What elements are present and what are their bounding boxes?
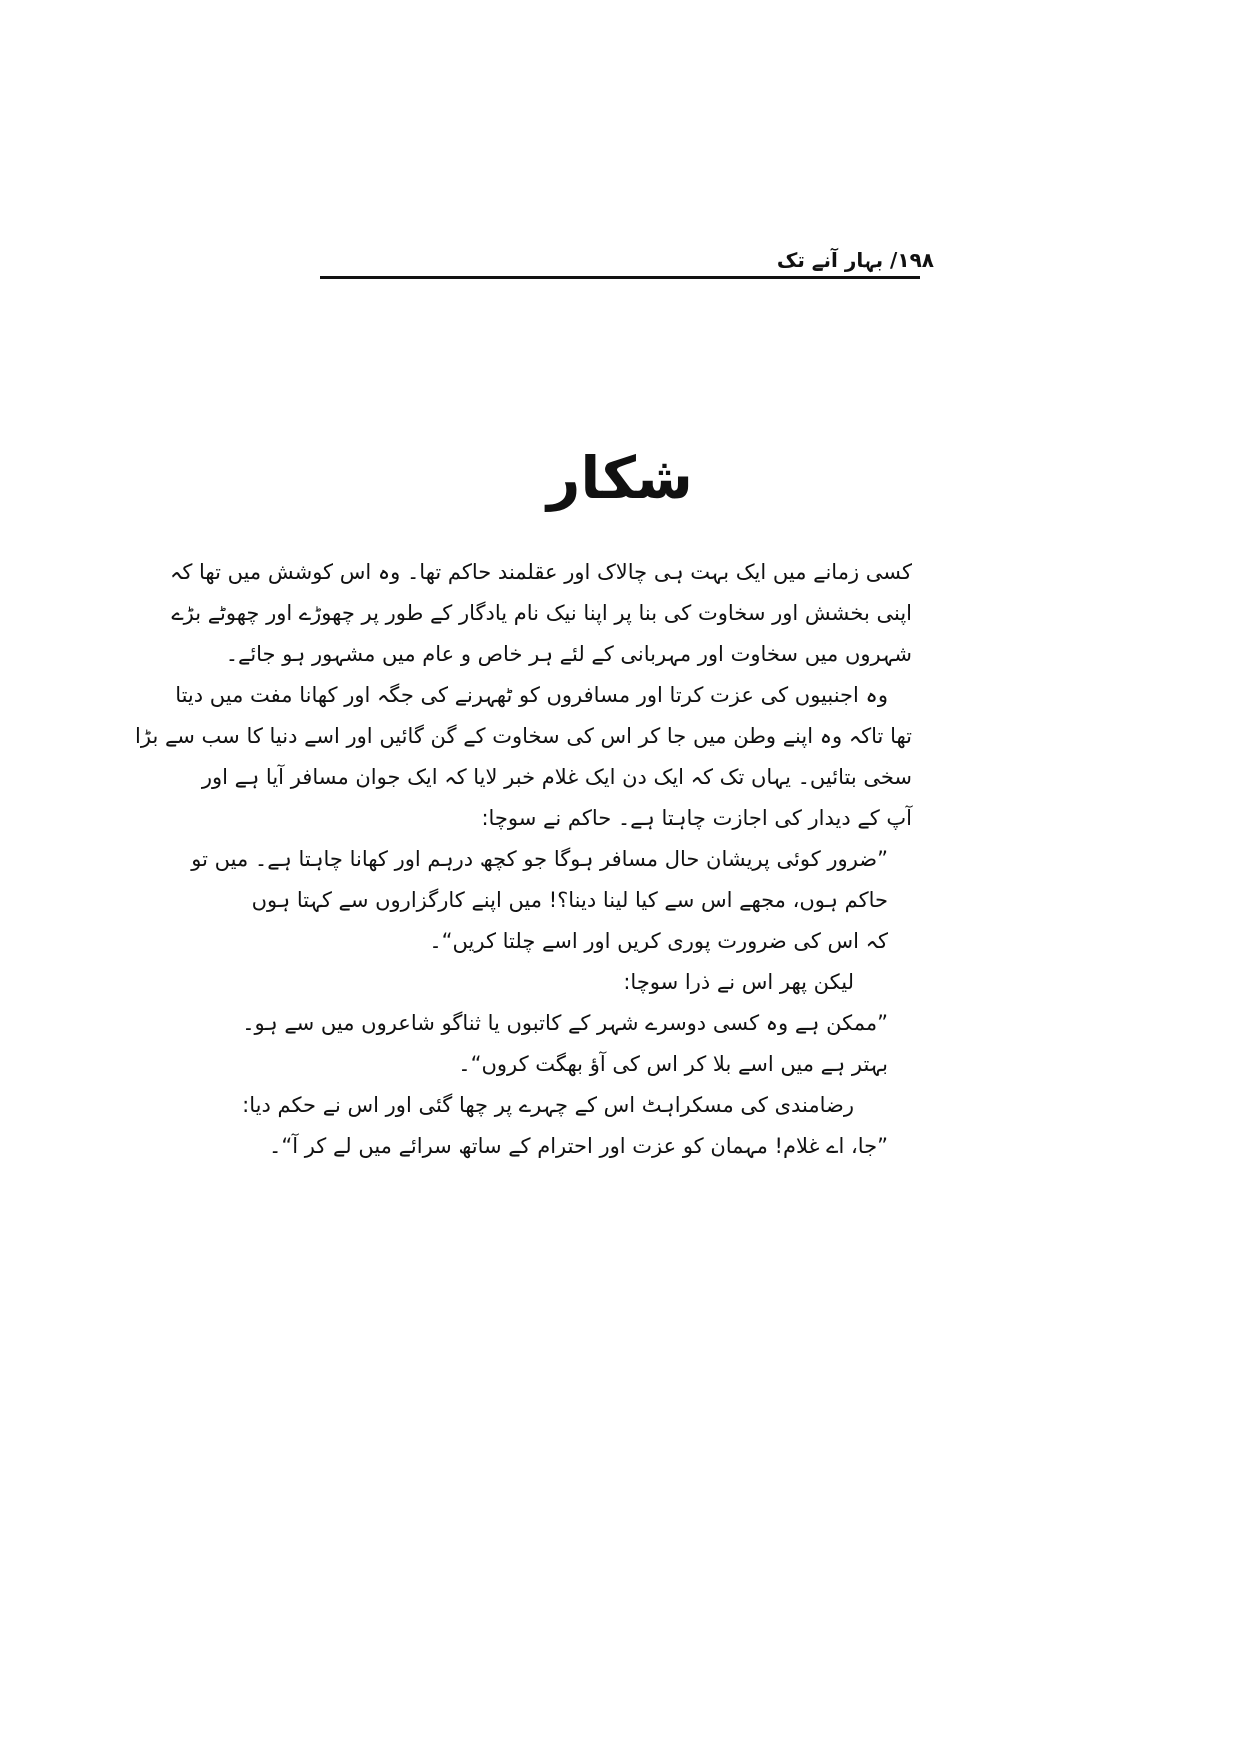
text-line: کسی زمانے میں ایک بہت ہی چالاک اور عقلمند حاکم تھا۔ وہ اس کوشش میں تھا کہ — [170, 560, 912, 584]
text-line: سخی بتائیں۔ یہاں تک کہ ایک دن ایک غلام خبر لایا کہ ایک جوان مسافر آیا ہے اور — [201, 765, 912, 789]
text-line: وہ اجنبیوں کی عزت کرتا اور مسافروں کو ٹھہرنے کی جگہ اور کھانا مفت میں دیتا — [175, 683, 888, 707]
text-line: حاکم ہوں، مجھے اس سے کیا لینا دینا؟! میں اپنے کارگزاروں سے کہتا ہوں — [251, 888, 888, 912]
text-line: لیکن پھر اس نے ذرا سوچا: — [623, 970, 854, 994]
chapter-title: شکار — [547, 444, 693, 512]
text-line: تھا تاکہ وہ اپنے وطن میں جا کر اس کی سخاوت کے گن گائیں اور اسے دنیا کا سب سے بڑا — [135, 724, 912, 748]
text-line: کہ اس کی ضرورت پوری کریں اور اسے چلتا کریں“۔ — [429, 929, 888, 953]
text-line: رضامندی کی مسکراہٹ اس کے چہرے پر چھا گئی اور اس نے حکم دیا: — [242, 1093, 854, 1117]
body-text — [135, 552, 912, 1167]
text-line: ”جا، اے غلام! مہمان کو عزت اور احترام کے ساتھ سرائے میں لے کر آ“۔ — [269, 1134, 888, 1158]
text-line: ”ممکن ہے وہ کسی دوسرے شہر کے کاتبوں یا ثناگو شاعروں میں سے ہو۔ — [242, 1011, 888, 1035]
text-line: بہتر ہے میں اسے بلا کر اس کی آؤ بھگت کروں“۔ — [458, 1052, 888, 1076]
text-line: ”ضرور کوئی پریشان حال مسافر ہوگا جو کچھ درہم اور کھانا چاہتا ہے۔ میں تو — [191, 847, 888, 871]
text-line: اپنی بخشش اور سخاوت کی بنا پر اپنا نیک نام یادگار کے طور پر چھوڑے اور چھوٹے بڑے — [171, 601, 912, 625]
running-head: ۱۹۸/ بہار آنے تک — [776, 248, 934, 272]
header-rule — [320, 276, 920, 279]
text-line: آپ کے دیدار کی اجازت چاہتا ہے۔ حاکم نے سوچا: — [481, 806, 912, 830]
text-line: شہروں میں سخاوت اور مہربانی کے لئے ہر خاص و عام میں مشہور ہو جائے۔ — [225, 642, 912, 666]
